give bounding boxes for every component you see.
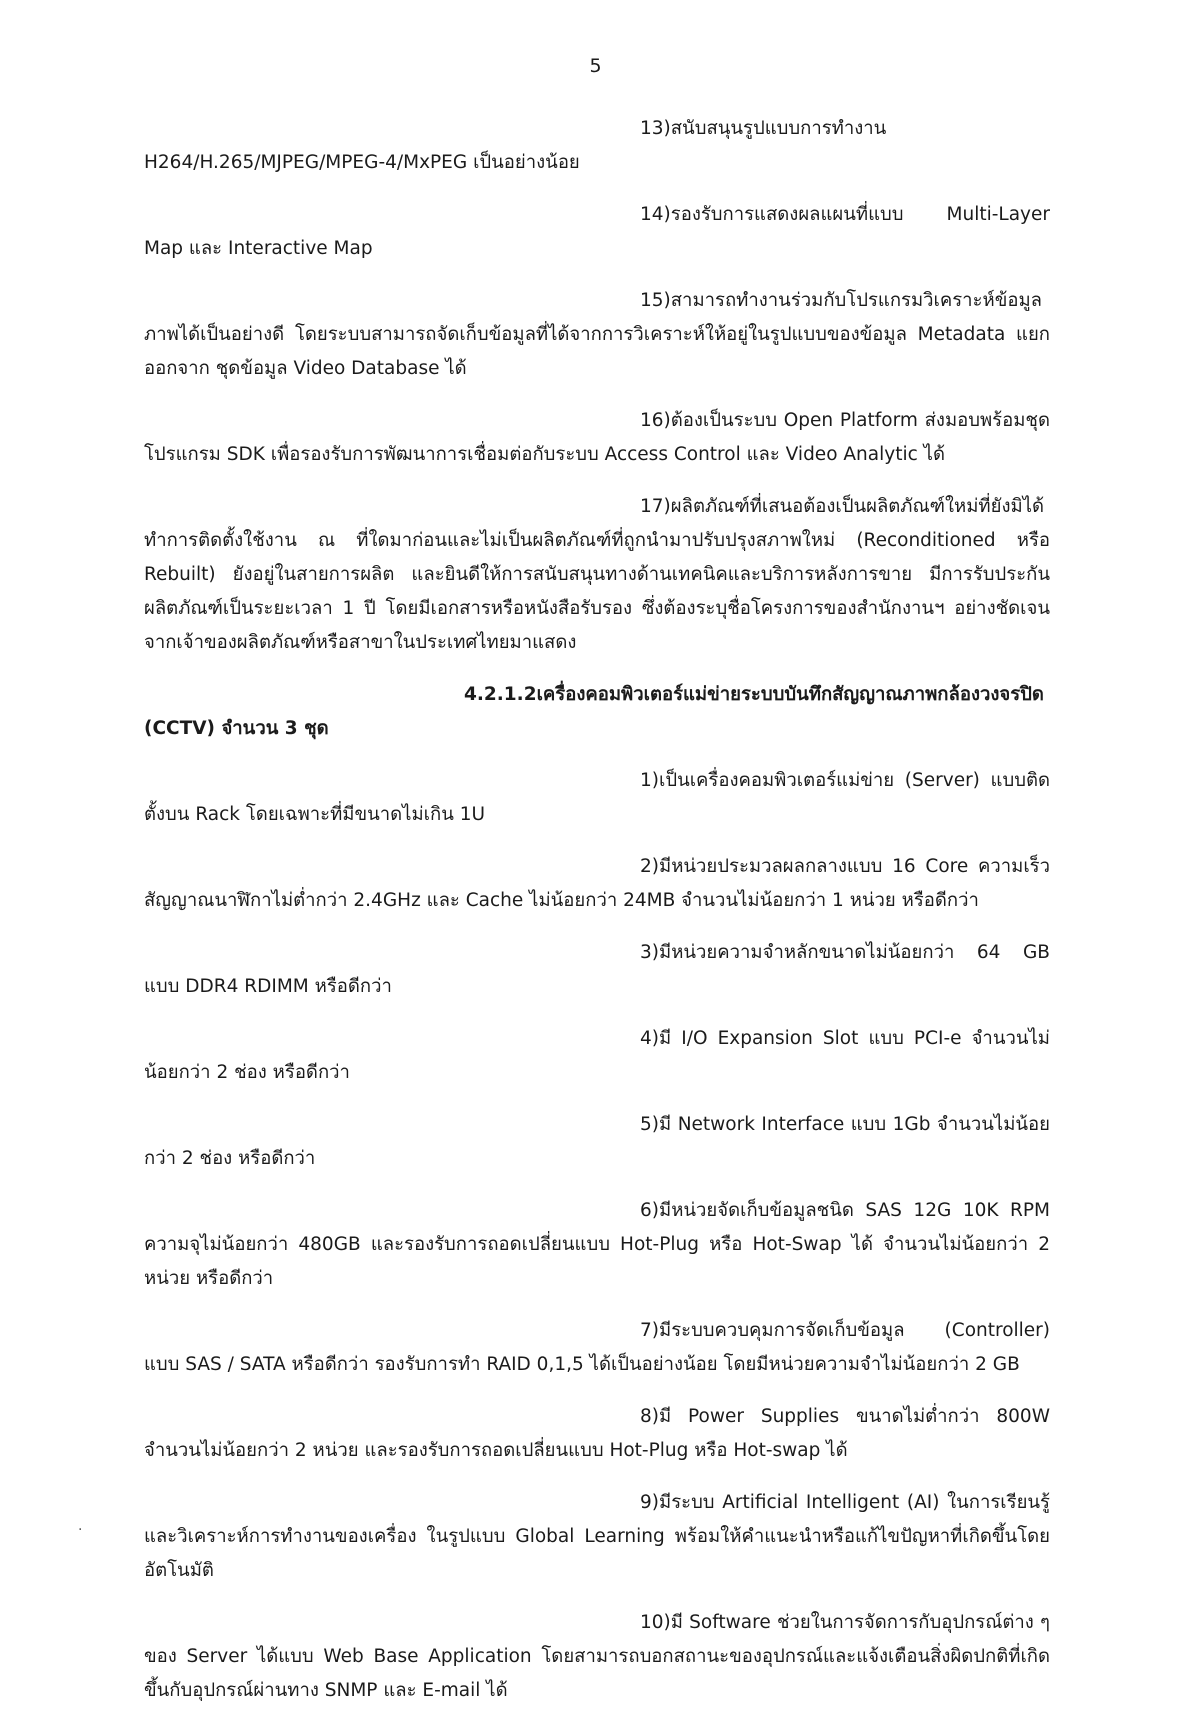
item-text: รองรับการแสดงผลแผนที่แบบ Multi-Layer Map และ Interactive Map bbox=[144, 204, 1050, 259]
item-number: 10) bbox=[640, 1612, 671, 1633]
item-text: มีระบบควบคุมการจัดเก็บข้อมูล (Controller) แบบ SAS / SATA หรือดีกว่า รองรับการทำ RAID 0,1,5 ได้เป็นอย่างน้อย โดยมีหน่วยความจำไม่น้อยกว่า 2 GB bbox=[144, 1320, 1050, 1375]
item-number: 4) bbox=[640, 1028, 659, 1049]
item-text: เป็นเครื่องคอมพิวเตอร์แม่ข่าย (Server) แบบติดตั้งบน Rack โดยเฉพาะที่มีขนาดไม่เกิน 1U bbox=[144, 770, 1050, 825]
item-number: 17) bbox=[640, 496, 671, 517]
item-number: 13) bbox=[640, 118, 671, 139]
item-number: 14) bbox=[640, 204, 671, 225]
item-text: มี Network Interface แบบ 1Gb จำนวนไม่น้อยกว่า 2 ช่อง หรือดีกว่า bbox=[144, 1114, 1050, 1169]
item-number: 7) bbox=[640, 1320, 659, 1341]
list-item-14 bbox=[144, 198, 1050, 266]
page-number: 5 bbox=[589, 55, 602, 77]
item-number: 1) bbox=[640, 770, 659, 791]
item-text: มีหน่วยประมวลผลกลางแบบ 16 Core ความเร็วสัญญาณนาฬิกาไม่ต่ำกว่า 2.4GHz และ Cache ไม่น้อยกว่า 24MB จำนวนไม่น้อยกว่า 1 หน่วย หรือดีกว่า bbox=[144, 856, 1050, 911]
item-number: 8) bbox=[640, 1406, 659, 1427]
spec-item-3 bbox=[144, 936, 1050, 1004]
item-number: 2) bbox=[640, 856, 659, 877]
spec-item-10 bbox=[144, 1606, 1050, 1708]
section-heading bbox=[144, 678, 1050, 746]
item-number: 15) bbox=[640, 290, 671, 311]
scan-speck: · bbox=[78, 1522, 83, 1538]
item-number: 5) bbox=[640, 1114, 659, 1135]
item-text: ผลิตภัณฑ์ที่เสนอต้องเป็นผลิตภัณฑ์ใหม่ที่ยังมิได้ทำการติดตั้งใช้งาน ณ ที่ใดมาก่อนและไม่เป็นผลิตภัณฑ์ที่ถูกนำมาปรับปรุงสภาพใหม่ (Reconditioned หรือ Rebuilt) ยังอยู่ในสายการผลิต และยินดีให้การสนับสนุนทางด้านเทคนิคและบริการหลังการขาย มีการรับประกันผลิตภัณฑ์เป็นระยะเวลา 1 ปี โดยมีเอกสารหรือหนังสือรับรอง ซึ่งต้องระบุชื่อโครงการของสำนักงานฯ อย่างชัดเจนจากเจ้าของผลิตภัณฑ์หรือสาขาในประเทศไทยมาแสดง bbox=[144, 496, 1050, 653]
spec-item-6 bbox=[144, 1194, 1050, 1296]
section-number: 4.2.1.2 bbox=[464, 684, 537, 705]
spec-item-2 bbox=[144, 850, 1050, 918]
item-text: มี Power Supplies ขนาดไม่ต่ำกว่า 800W จำนวนไม่น้อยกว่า 2 หน่วย และรองรับการถอดเปลี่ยนแบบ Hot-Plug หรือ Hot-swap ได้ bbox=[144, 1406, 1050, 1461]
list-item-13 bbox=[144, 112, 1050, 180]
item-text: มีหน่วยความจำหลักขนาดไม่น้อยกว่า 64 GB แบบ DDR4 RDIMM หรือดีกว่า bbox=[144, 942, 1050, 997]
item-text: มี Software ช่วยในการจัดการกับอุปกรณ์ต่าง ๆ ของ Server ได้แบบ Web Base Application โดยสามารถบอกสถานะของอุปกรณ์และแจ้งเตือนสิ่งผิดปกติที่เกิดขึ้นกับอุปกรณ์ผ่านทาง SNMP และ E-mail ได้ bbox=[144, 1612, 1050, 1701]
spec-item-7 bbox=[144, 1314, 1050, 1382]
item-number: 16) bbox=[640, 410, 671, 431]
item-number: 3) bbox=[640, 942, 659, 963]
item-number: 6) bbox=[640, 1200, 659, 1221]
item-number: 9) bbox=[640, 1492, 659, 1513]
list-item-16 bbox=[144, 404, 1050, 472]
item-text: สนับสนุนรูปแบบการทำงาน H264/H.265/MJPEG/MPEG-4/MxPEG เป็นอย่างน้อย bbox=[144, 118, 887, 173]
spec-item-1 bbox=[144, 764, 1050, 832]
item-text: มีหน่วยจัดเก็บข้อมูลชนิด SAS 12G 10K RPM ความจุไม่น้อยกว่า 480GB และรองรับการถอดเปลี่ยนแบบ Hot-Plug หรือ Hot-Swap ได้ จำนวนไม่น้อยกว่า 2 หน่วย หรือดีกว่า bbox=[144, 1200, 1050, 1289]
list-item-17 bbox=[144, 490, 1050, 660]
spec-item-8 bbox=[144, 1400, 1050, 1468]
section-title: เครื่องคอมพิวเตอร์แม่ข่ายระบบบันทึกสัญญาณภาพกล้องวงจรปิด (CCTV) จำนวน 3 ชุด bbox=[144, 684, 1044, 739]
spec-item-9 bbox=[144, 1486, 1050, 1588]
spec-item-5 bbox=[144, 1108, 1050, 1176]
item-text: ต้องเป็นระบบ Open Platform ส่งมอบพร้อมชุดโปรแกรม SDK เพื่อรองรับการพัฒนาการเชื่อมต่อกับระบบ Access Control และ Video Analytic ได้ bbox=[144, 410, 1050, 465]
item-text: มี I/O Expansion Slot แบบ PCI-e จำนวนไม่น้อยกว่า 2 ช่อง หรือดีกว่า bbox=[144, 1028, 1050, 1083]
item-text: มีระบบ Artificial Intelligent (AI) ในการเรียนรู้และวิเคราะห์การทำงานของเครื่อง ในรูปแบบ Global Learning พร้อมให้คำแนะนำหรือแก้ไขปัญหาที่เกิดขึ้นโดยอัตโนมัติ bbox=[144, 1492, 1050, 1581]
document-body bbox=[144, 112, 1050, 1726]
spec-item-4 bbox=[144, 1022, 1050, 1090]
list-item-15 bbox=[144, 284, 1050, 386]
item-text: สามารถทำงานร่วมกับโปรแกรมวิเคราะห์ข้อมูลภาพได้เป็นอย่างดี โดยระบบสามารถจัดเก็บข้อมูลที่ได้จากการวิเคราะห์ให้อยู่ในรูปแบบของข้อมูล Metadata แยกออกจาก ชุดข้อมูล Video Database ได้ bbox=[144, 290, 1050, 379]
